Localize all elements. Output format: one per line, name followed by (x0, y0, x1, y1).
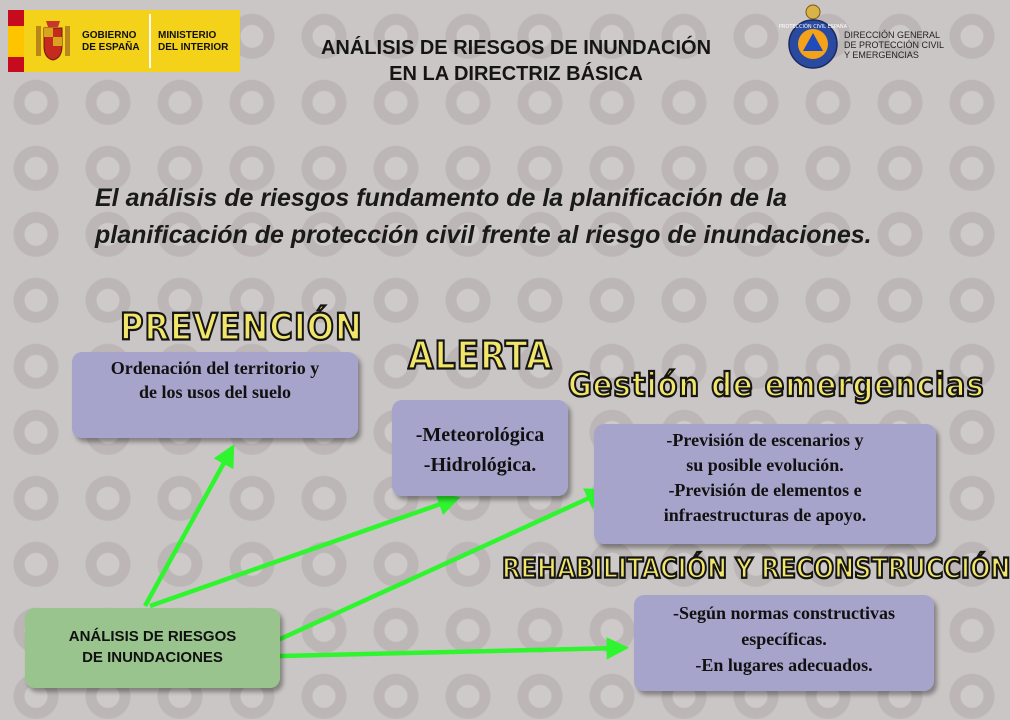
heading-alerta: ALERTA (408, 333, 553, 378)
box-rehabilitacion: -Según normas constructivas específicas. -En lugares adecuados. (634, 595, 934, 691)
heading-gestion-emergencias: Gestión de emergencias (568, 365, 985, 405)
heading-prevencion: PREVENCIÓN (120, 305, 363, 349)
ministry-name: MINISTERIO DEL INTERIOR (158, 30, 229, 53)
intro-text: El análisis de riesgos fundamento de la planificación de la planificación de protección civil frente al riesgo de inundaciones. (95, 184, 872, 249)
box-gestion-emergencias: -Previsión de escenarios y su posible evolución. -Previsión de elementos e infraestructuras de apoyo. (594, 424, 936, 544)
government-name: GOBIERNO DE ESPAÑA (82, 30, 140, 53)
box-alerta: -Meteorológica -Hidrológica. (392, 400, 568, 496)
direccion-general-label: DIRECCIÓN GENERAL DE PROTECCIÓN CIVIL Y EMERGENCIAS (844, 30, 945, 60)
box-analisis-riesgos: ANÁLISIS DE RIESGOS DE INUNDACIONES (25, 608, 280, 688)
arrow-to-rehabilitacion (280, 648, 620, 656)
pc-logo-text: PROTECCIÓN CIVIL ESPAÑA (778, 24, 848, 30)
page-title: ANÁLISIS DE RIESGOS DE INUNDACIÓN EN LA DIRECTRIZ BÁSICA (320, 37, 712, 85)
box-ordenacion-territorio: Ordenación del territorio y de los usos del suelo (72, 352, 358, 438)
heading-rehabilitacion: REHABILITACIÓN Y RECONSTRUCCIÓN (502, 552, 1010, 585)
